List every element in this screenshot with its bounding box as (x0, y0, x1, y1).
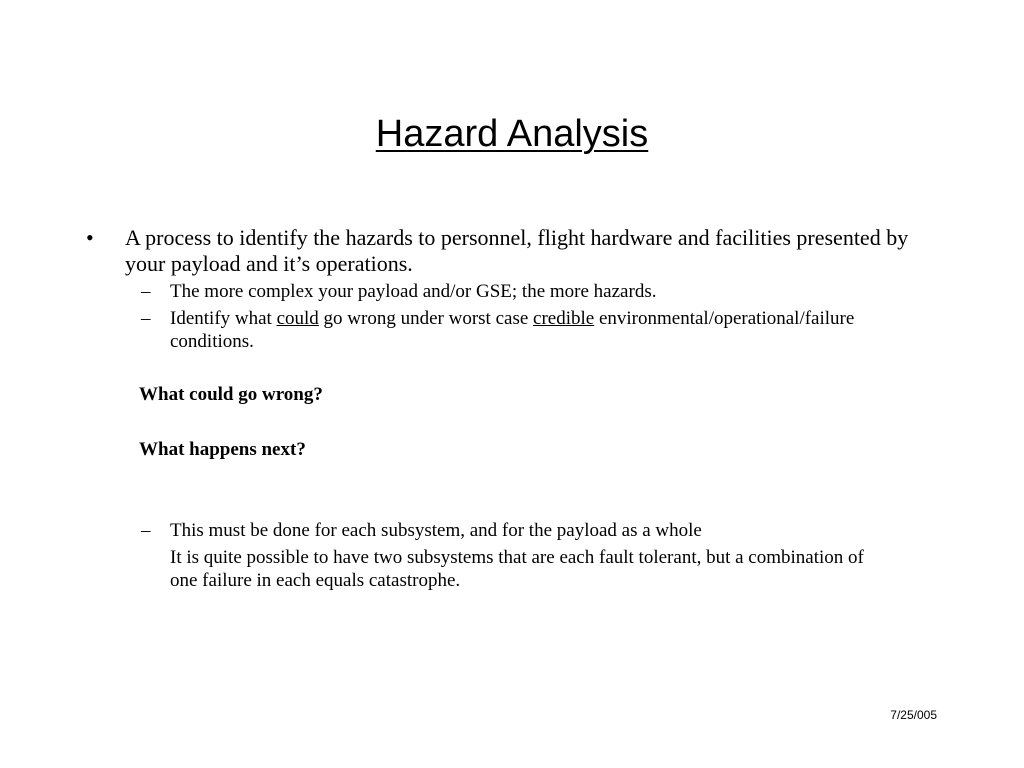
fault-tolerance-note: It is quite possible to have two subsystems that are each fault tolerant, but a combination of one failure in each equals catastrophe. (170, 547, 864, 591)
sub-item-text (170, 307, 890, 353)
bullet-marker: • (86, 225, 94, 250)
could-underlined: could (276, 308, 319, 329)
identify-text-part1: Identify what (170, 308, 277, 329)
dash-marker: – (141, 281, 151, 302)
question-what-could-go-wrong: What could go wrong? (139, 384, 323, 405)
question-what-happens-next: What happens next? (139, 439, 306, 460)
credible-underlined: credible (533, 308, 595, 329)
dash-marker: – (141, 520, 151, 541)
sub-item-text: This must be done for each subsystem, and for the payload as a whole (170, 520, 702, 541)
main-bullet-text: A process to identify the hazards to personnel, flight hardware and facilities presented by your payload and it’s operations. (125, 225, 909, 276)
dash-marker: – (141, 308, 151, 329)
slide-title: Hazard Analysis (375, 113, 649, 155)
identify-text-part3: environmental/operational/failure conditions. (170, 308, 855, 352)
identify-text-part2: go wrong under worst case (318, 308, 534, 329)
slide-date: 7/25/005 (890, 708, 937, 722)
sub-item-text: The more complex your payload and/or GSE; the more hazards. (170, 281, 657, 302)
